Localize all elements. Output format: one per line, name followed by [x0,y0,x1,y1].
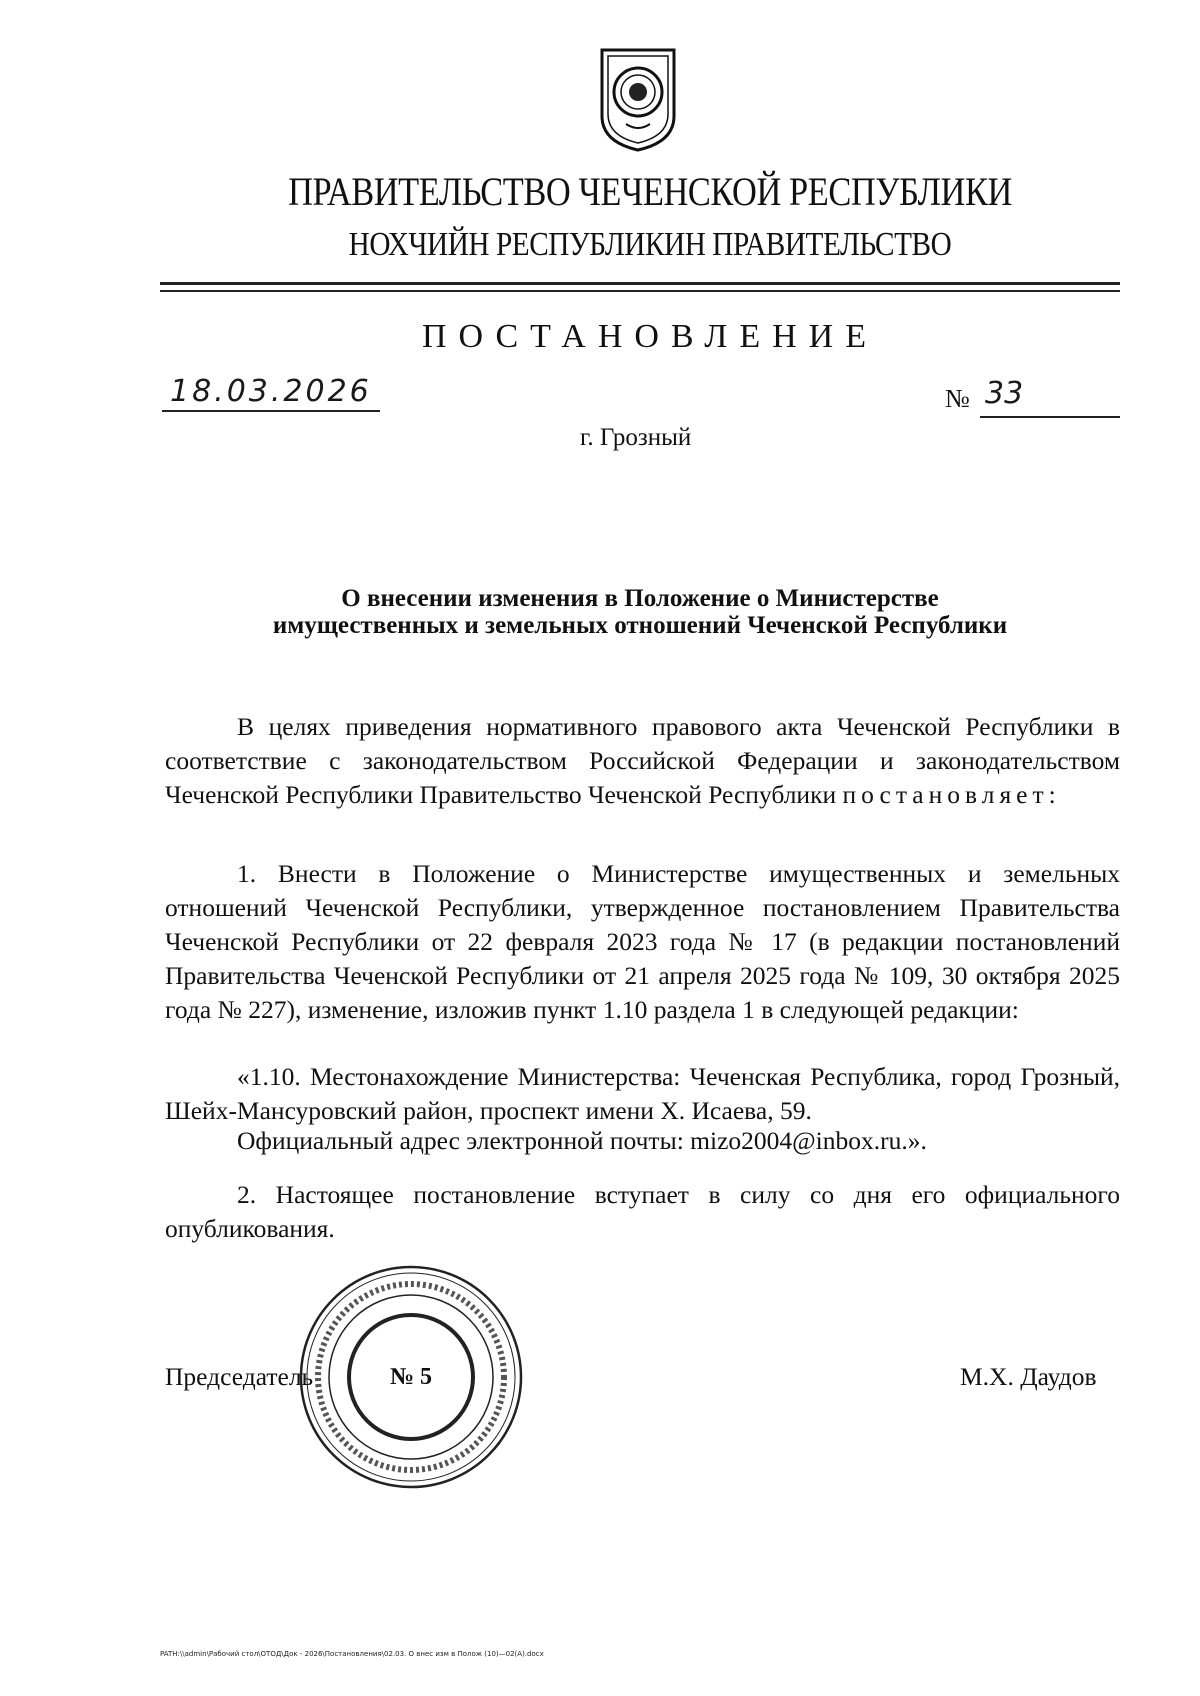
government-title-ru: ПРАВИТЕЛЬСТВО ЧЕЧЕНСКОЙ РЕСПУБЛИКИ [288,169,1012,214]
official-stamp [296,1262,526,1492]
date-underline [162,410,380,412]
number-sign: № [945,384,970,413]
document-number: 33 [985,376,1024,411]
signatory-name: М.Х. Даудов [960,1362,1097,1391]
preamble-text: В целях приведения нормативного правового акта Чеченской Республики в соответствие с законодательством Российской Федерации и законодательством Чеченской Республики Правительство Чеченской Республики [165,712,1120,809]
document-heading-line-1: О внесении изменения в Положение о Министерстве [341,585,939,612]
header-rule [160,282,1120,285]
paragraph-preamble [165,710,1120,812]
government-title-ce: НОХЧИЙН РЕСПУБЛИКИН ПРАВИТЕЛЬСТВО [348,226,952,263]
paragraph-item-1: 1. Внести в Положение о Министерстве имущественных и земельных отношений Чеченской Республики, утвержденное постановлением Правительства Чеченской Республики от 22 февраля 2023 года № 17 (в редакции постановлений Правительства Чеченской Республики от 21 апреля 2025 года № 109, 30 октября 2025 года № 227), изменение, изложив пункт 1.10 раздела 1 в следующей редакции: [165,859,1120,1024]
document-date: 18.03.2026 [170,374,372,409]
footer-file-path: PATH:\\admin\Рабочий стол\ОТОД\Док - 2026\Постановления\02.03. О внес изм в Полож (10)—02(А).docx [160,1650,544,1658]
stamp-number: № 5 [389,1364,433,1390]
number-underline [980,416,1120,418]
paragraph-item-2: 2. Настоящее постановление вступает в силу со дня его официального опубликования. [165,1180,1120,1243]
header-rule [160,290,1120,292]
paragraph-email: Официальный адрес электронной почты: mizo2004@inbox.ru.». [237,1126,927,1155]
document-type: ПОСТАНОВЛЕНИЕ [421,318,879,355]
coat-of-arms-icon [596,46,680,154]
document-heading-line-2: имущественных и земельных отношений Чеченской Республики [272,612,1008,639]
document-city: г. Грозный [580,424,692,451]
preamble-decree-word: постановляет: [842,780,1061,809]
paragraph-new-wording: «1.10. Местонахождение Министерства: Чеченская Республика, город Грозный, Шейх-Мансуровский район, проспект имени Х. Исаева, 59. [165,1062,1120,1125]
signatory-title: Председатель [165,1362,314,1391]
